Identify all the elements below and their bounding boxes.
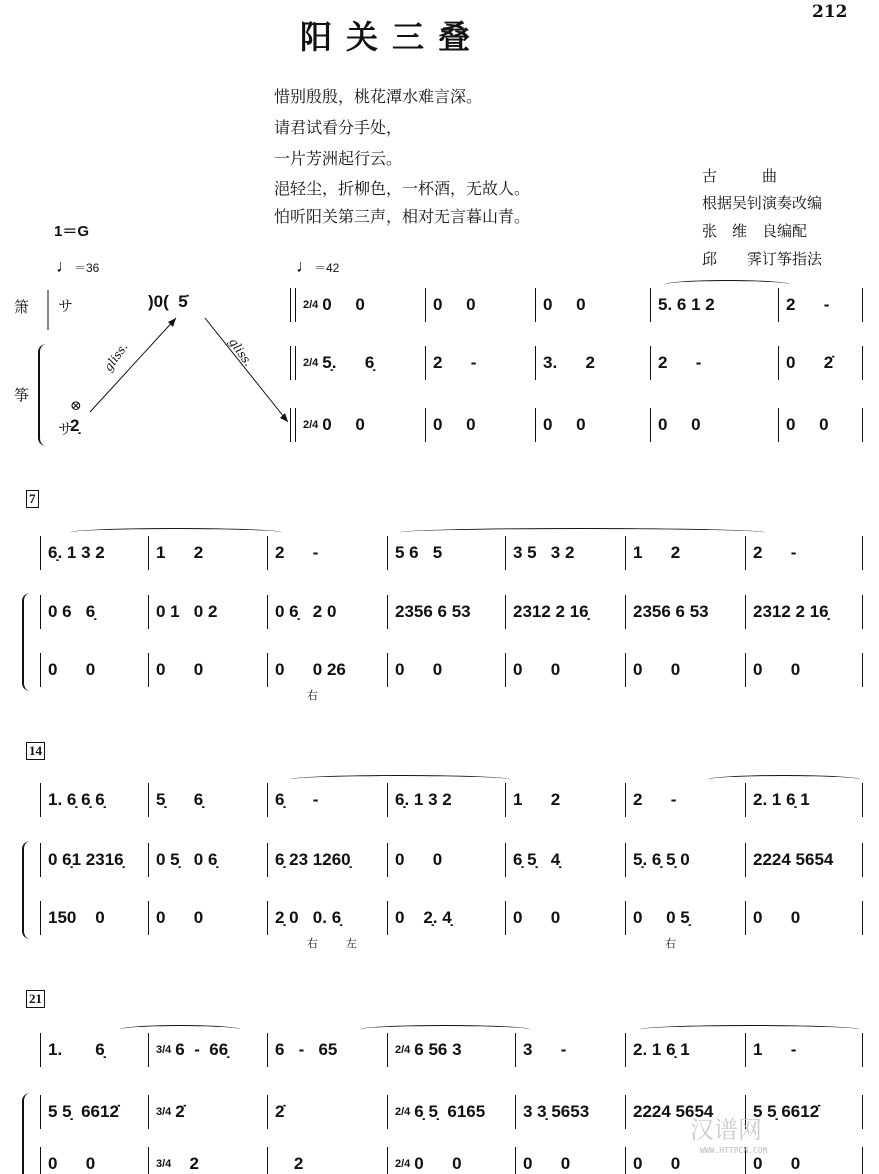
zheng-upper-staff-measure	[625, 599, 745, 625]
hand-annotation: 右	[307, 689, 318, 702]
xiao-staff-measure	[148, 1037, 267, 1063]
notes: 0 0	[48, 1154, 96, 1173]
zheng-upper-staff-measure	[505, 847, 625, 873]
notes: 0 0	[433, 295, 476, 314]
rehearsal-number: 7	[26, 490, 39, 508]
notes: 5 6 5	[395, 543, 443, 562]
xiao-staff-measure	[650, 292, 778, 318]
phrase-slur	[70, 528, 282, 537]
bar-line	[862, 653, 863, 687]
quarter-note-icon: ♩	[296, 256, 314, 276]
time-signature: 3/4	[156, 1044, 172, 1056]
xiao-staff-measure	[148, 540, 267, 566]
poem-line: 怕听阳关第三声，相对无言暮山青。	[274, 207, 531, 226]
notes: 0 1 0 2	[156, 602, 218, 621]
zheng-lower-staff-measure	[267, 905, 387, 931]
watermark-logo: 汉谱网	[690, 1116, 762, 1144]
notes: 2312 2 16̣	[513, 602, 589, 621]
zheng-lower-staff-measure	[267, 1151, 387, 1174]
notes: 150 0	[48, 908, 105, 927]
notes: 0 0	[395, 660, 443, 679]
notes: 2̇	[175, 1102, 185, 1121]
zheng-lower-staff-measure	[40, 657, 148, 683]
zheng-upper-staff-measure	[267, 599, 387, 625]
notes: 2. 1 6̣ 1	[753, 790, 810, 809]
instrument-label-xiao: 箫	[14, 298, 30, 316]
hand-annotation: 右 左	[307, 937, 357, 950]
zheng-lower-staff-measure	[650, 412, 778, 438]
notes: 2 -	[786, 295, 830, 314]
zheng-lower-staff-measure	[387, 1151, 515, 1174]
zheng-lower-staff-measure	[778, 412, 862, 438]
time-signature: 2/4	[395, 1106, 411, 1118]
zheng-upper-staff-measure	[148, 847, 267, 873]
bar-line	[862, 843, 863, 877]
zheng-lower-staff-measure	[267, 657, 387, 683]
zheng-lower-staff-measure	[148, 905, 267, 931]
bar-line	[862, 536, 863, 570]
credit-line: 古 曲	[702, 167, 778, 185]
notes: 2̇	[275, 1102, 285, 1121]
zheng-upper-staff-measure	[515, 1099, 625, 1125]
notes: 0 6 6̣	[48, 602, 96, 621]
xiao-staff-measure	[267, 1037, 387, 1063]
zheng-upper-staff-measure	[387, 1099, 515, 1125]
intro-xiao-note: )0( 5̇	[148, 292, 188, 311]
poem-line: 一片芳洲起行云。	[274, 149, 403, 168]
notes: 2	[175, 1154, 199, 1173]
notes: 0 0	[633, 1154, 681, 1173]
notes: 0 0	[753, 908, 801, 927]
xiao-staff-measure	[295, 292, 425, 318]
notes: 2 -	[275, 543, 319, 562]
notes: 0 0	[543, 295, 586, 314]
notes: 6̣. 1 3 2	[395, 790, 452, 809]
zheng-lower-staff-measure	[148, 1151, 267, 1174]
notes: 5̣. 6̣ 5̣ 0	[633, 850, 690, 869]
harmonic-symbol: ⊗	[70, 398, 82, 414]
notes: 5 5̣ 6612̇	[753, 1102, 820, 1121]
zheng-brace	[22, 1093, 30, 1174]
bar-line	[862, 1095, 863, 1129]
notes: 0 0 26	[275, 660, 346, 679]
xiao-staff-measure	[425, 292, 535, 318]
zheng-lower-staff-measure	[535, 412, 650, 438]
notes: 6̣ 5̣ 4̣	[513, 850, 561, 869]
phrase-slur	[400, 528, 765, 537]
notes: 5̣. 6̣	[322, 353, 375, 372]
xiao-staff-measure	[387, 540, 505, 566]
time-signature: 2/4	[303, 357, 319, 369]
xiao-staff-measure	[505, 540, 625, 566]
instrument-label-zheng: 筝	[14, 386, 30, 404]
notes: 2 -	[633, 790, 677, 809]
zheng-lower-staff-measure	[505, 905, 625, 931]
zheng-lower-staff-measure	[515, 1151, 625, 1174]
notes: 2̣ 0 0. 6̣	[275, 908, 342, 927]
notes: 0 0	[395, 850, 443, 869]
xiao-staff-measure	[625, 787, 745, 813]
notes: 0 0	[414, 1154, 462, 1173]
notes: 6̣. 1 3 2	[48, 543, 105, 562]
xiao-staff-measure	[387, 787, 505, 813]
notes: 6̣ -	[275, 790, 319, 809]
notes: 1. 6̣ 6̣ 6̣	[48, 790, 105, 809]
notes: 6̣ 5̣ 6165	[414, 1102, 486, 1121]
bar-line	[862, 288, 863, 322]
notes: 3 5 3 2	[513, 543, 575, 562]
zheng-upper-staff-measure	[40, 599, 148, 625]
page-title: 阳关三叠	[300, 18, 485, 56]
zheng-brace	[38, 344, 46, 446]
notes: 2 -	[658, 353, 702, 372]
xiao-staff-measure	[745, 1037, 862, 1063]
time-signature: 3/4	[156, 1158, 172, 1170]
bar-line	[862, 1147, 863, 1174]
credit-line: 根据吴钊演奏改编	[702, 194, 823, 212]
notes: 0 5̣ 0 6̣	[156, 850, 218, 869]
zheng-lower-staff-measure	[40, 1151, 148, 1174]
free-meter-xiao: サ	[58, 297, 74, 315]
zheng-upper-staff-measure	[650, 350, 778, 376]
xiao-staff-measure	[40, 1037, 148, 1063]
zheng-lower-staff-measure	[295, 412, 425, 438]
notes: 0 2̇	[786, 353, 834, 372]
xiao-staff-measure	[267, 787, 387, 813]
notes: 2	[275, 1154, 304, 1173]
notes: 6̣ 23 1260̣	[275, 850, 351, 869]
poem-line: 惜别殷殷，桃花潭水难言深。	[274, 87, 483, 106]
zheng-upper-staff-measure	[387, 847, 505, 873]
notes: 0 2̣. 4̣	[395, 908, 452, 927]
key-signature: 1＝G	[54, 223, 90, 240]
intro-zheng-note: 2̣	[70, 416, 80, 435]
time-signature: 2/4	[395, 1158, 411, 1170]
rehearsal-number: 14	[26, 742, 45, 760]
notes: 3 3̣ 5653	[523, 1102, 590, 1121]
xiao-staff-measure	[745, 540, 862, 566]
bar-line	[862, 783, 863, 817]
tempo-value: ＝42	[314, 261, 340, 275]
notes: 0 0	[543, 415, 586, 434]
notes: 0 6̣ 2 0	[275, 602, 337, 621]
zheng-upper-staff-measure	[295, 350, 425, 376]
zheng-lower-staff-measure	[387, 905, 505, 931]
zheng-lower-staff-measure	[625, 905, 745, 931]
zheng-upper-staff-measure	[625, 847, 745, 873]
zheng-upper-staff-measure	[267, 847, 387, 873]
notes: 0 0	[658, 415, 701, 434]
zheng-lower-staff-measure	[425, 412, 535, 438]
phrase-slur	[708, 775, 860, 784]
xiao-staff-measure	[625, 1037, 745, 1063]
notes: 2356 6 53	[633, 602, 709, 621]
page-number: 212	[812, 2, 848, 22]
notes: 2. 1 6̣ 1	[633, 1040, 690, 1059]
zheng-upper-staff-measure	[148, 599, 267, 625]
tempo-value: ＝36	[74, 261, 100, 275]
notes: 0 0 5̣	[633, 908, 690, 927]
gliss-label: gliss.	[100, 340, 131, 374]
zheng-upper-staff-measure	[535, 350, 650, 376]
notes: 1. 6̣	[48, 1040, 105, 1059]
notes: 0 0	[322, 415, 365, 434]
xiao-staff-measure	[267, 540, 387, 566]
notes: 0 6̣1 2316̣	[48, 850, 124, 869]
notes: 0 0	[156, 660, 204, 679]
bar-line	[862, 346, 863, 380]
zheng-lower-staff-measure	[40, 905, 148, 931]
notes: 2356 6 53	[395, 602, 471, 621]
phrase-slur	[120, 1025, 240, 1034]
zheng-lower-staff-measure	[148, 657, 267, 683]
notes: 0 0	[433, 415, 476, 434]
notes: 0 0	[523, 1154, 571, 1173]
phrase-slur	[640, 1025, 860, 1034]
xiao-staff-measure	[535, 292, 650, 318]
notes: 2 -	[433, 353, 477, 372]
notes: 2 -	[753, 543, 797, 562]
notes: 5 5̣ 6612̇	[48, 1102, 119, 1121]
xiao-staff-measure	[745, 787, 862, 813]
free-meter-zheng: サ	[58, 420, 74, 438]
phrase-slur	[290, 775, 510, 784]
xiao-staff-measure	[778, 292, 862, 318]
quarter-note-icon: ♩	[56, 256, 74, 276]
notes: 2312 2 16̣	[753, 602, 829, 621]
zheng-lower-staff-measure	[625, 657, 745, 683]
notes: 0 0	[753, 660, 801, 679]
notes: 1 -	[753, 1040, 797, 1059]
zheng-lower-staff-measure	[745, 905, 862, 931]
notes: 0 0	[753, 1154, 801, 1173]
zheng-upper-staff-measure	[40, 1099, 148, 1125]
notes: 0 0	[786, 415, 829, 434]
zheng-upper-staff-measure	[745, 1099, 862, 1125]
zheng-lower-staff-measure	[387, 657, 505, 683]
bar-line	[862, 408, 863, 442]
watermark-url: WWW.HTTPCN.COM	[700, 1146, 768, 1155]
hand-annotation: 右	[665, 937, 676, 950]
notes: 3 -	[523, 1040, 567, 1059]
bar-line	[862, 901, 863, 935]
notes: 0 0	[48, 660, 96, 679]
xiao-staff-measure	[40, 540, 148, 566]
zheng-upper-staff-measure	[745, 599, 862, 625]
zheng-upper-staff-measure	[40, 847, 148, 873]
notes: 6 - 66̣	[175, 1040, 229, 1059]
bar-line	[862, 1033, 863, 1067]
xiao-staff-measure	[625, 540, 745, 566]
rehearsal-number: 21	[26, 990, 45, 1008]
time-signature: 2/4	[395, 1044, 411, 1056]
xiao-staff-measure	[387, 1037, 515, 1063]
notes: 3. 2	[543, 353, 595, 372]
zheng-upper-staff-measure	[778, 350, 862, 376]
notes: 5̣ 6̣	[156, 790, 204, 809]
gliss-label: gliss.	[225, 335, 256, 369]
poem-line: 请君试看分手处，	[274, 118, 403, 137]
poem-line: 浥轻尘，折柳色，一杯酒，无故人。	[274, 179, 531, 198]
time-signature: 2/4	[303, 299, 319, 311]
notes: 1 2	[633, 543, 681, 562]
zheng-upper-staff-measure	[148, 1099, 267, 1125]
notes: 0 0	[513, 660, 561, 679]
bar-line	[862, 595, 863, 629]
zheng-lower-staff-measure	[505, 657, 625, 683]
time-signature: 3/4	[156, 1106, 172, 1118]
credit-line: 张 维 良编配	[702, 222, 808, 240]
notes: 0 0	[322, 295, 365, 314]
xiao-staff-measure	[515, 1037, 625, 1063]
notes: 5. 6 1 2	[658, 295, 715, 314]
zheng-upper-staff-measure	[425, 350, 535, 376]
notes: 0 0	[156, 908, 204, 927]
credit-line: 邱 霁订筝指法	[702, 250, 823, 268]
time-signature: 2/4	[303, 419, 319, 431]
zheng-upper-staff-measure	[505, 599, 625, 625]
xiao-staff-measure	[40, 787, 148, 813]
notes: 2224 5654	[753, 850, 834, 869]
notes: 6 - 65	[275, 1040, 338, 1059]
notes: 0 0	[513, 908, 561, 927]
phrase-slur	[360, 1025, 530, 1034]
xiao-staff-measure	[148, 787, 267, 813]
zheng-upper-staff-measure	[267, 1099, 387, 1125]
zheng-brace	[22, 841, 30, 939]
zheng-upper-staff-measure	[387, 599, 505, 625]
phrase-slur	[665, 280, 790, 289]
notes: 2224 5654	[633, 1102, 714, 1121]
notes: 1 2	[156, 543, 204, 562]
zheng-brace	[22, 593, 30, 691]
zheng-upper-staff-measure	[745, 847, 862, 873]
notes: 6 56 3	[414, 1040, 462, 1059]
notes: 0 0	[633, 660, 681, 679]
notes: 1 2	[513, 790, 561, 809]
xiao-staff-measure	[505, 787, 625, 813]
zheng-lower-staff-measure	[745, 657, 862, 683]
